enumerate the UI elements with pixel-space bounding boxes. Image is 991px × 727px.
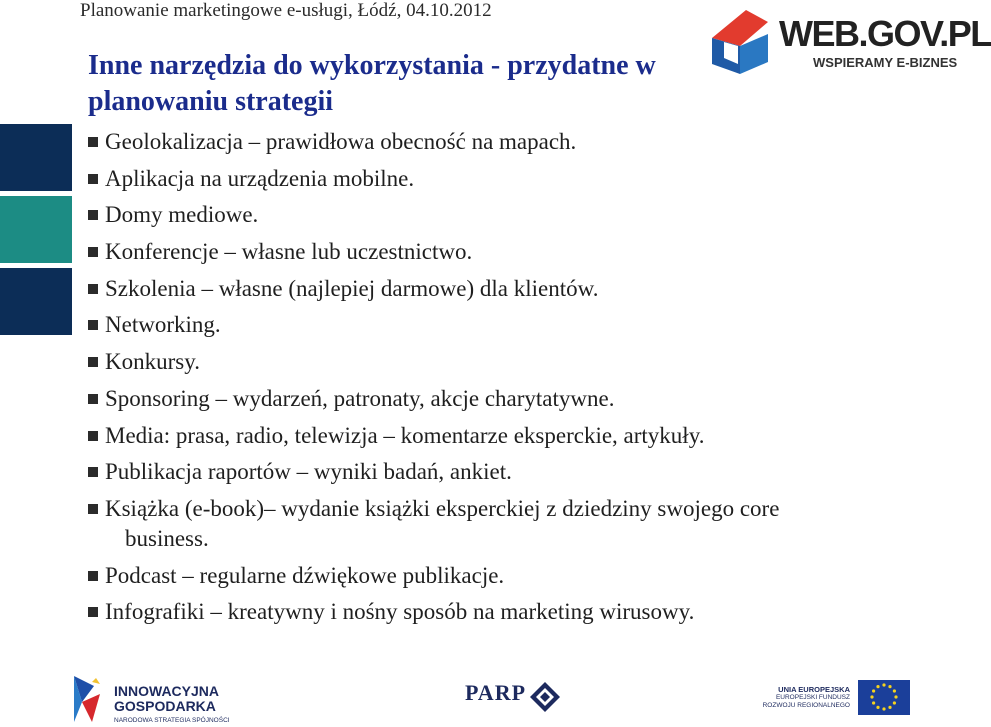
ig-star-icon xyxy=(70,672,110,726)
ig-subtitle: NARODOWA STRATEGIA SPÓJNOŚCI xyxy=(114,717,230,724)
square-bullet-icon xyxy=(88,431,98,441)
list-item: Networking. xyxy=(88,310,868,340)
parp-diamond-icon xyxy=(529,681,561,713)
square-bullet-icon xyxy=(88,137,98,147)
side-decoration xyxy=(0,124,72,340)
list-item: Domy mediowe. xyxy=(88,200,868,230)
eu-logo xyxy=(762,680,910,720)
square-bullet-icon xyxy=(88,284,98,294)
webgov-emblem-icon xyxy=(706,8,786,78)
webgov-subtitle: WSPIERAMY E-BIZNES xyxy=(813,55,958,70)
ig-text: INNOWACYJNA GOSPODARKA xyxy=(114,683,220,714)
parp-text: PARP xyxy=(465,680,527,705)
list-item: Geolokalizacja – prawidłowa obecność na mapach. xyxy=(88,127,868,157)
webgov-title: WEB.GOV.PL xyxy=(779,13,991,54)
square-bullet-icon xyxy=(88,210,98,220)
eu-text: UNIA EUROPEJSKA EUROPEJSKI FUNDUSZ ROZWOJU REGIONALNEGO xyxy=(762,685,850,709)
innowacyjna-gospodarka-logo xyxy=(70,672,240,726)
side-block-navy-2 xyxy=(0,268,72,335)
side-block-navy-1 xyxy=(0,124,72,191)
list-item: Szkolenia – własne (najlepiej darmowe) dla klientów. xyxy=(88,274,868,304)
square-bullet-icon xyxy=(88,504,98,514)
list-item: Media: prasa, radio, telewizja – komentarze eksperckie, artykuły. xyxy=(88,421,868,451)
square-bullet-icon xyxy=(88,394,98,404)
square-bullet-icon xyxy=(88,467,98,477)
list-item: Konkursy. xyxy=(88,347,868,377)
square-bullet-icon xyxy=(88,357,98,367)
footer-logos xyxy=(0,665,960,727)
list-item: Publikacja raportów – wyniki badań, ankiet. xyxy=(88,457,868,487)
square-bullet-icon xyxy=(88,320,98,330)
side-block-teal xyxy=(0,196,72,263)
list-item: Sponsoring – wydarzeń, patronaty, akcje charytatywne. xyxy=(88,384,868,414)
slide-title: Inne narzędzia do wykorzystania - przydatne w planowaniu strategii xyxy=(88,50,656,117)
list-item: Infografiki – kreatywny i nośny sposób na marketing wirusowy. xyxy=(88,597,868,627)
bullet-list xyxy=(88,127,868,634)
eu-flag-icon xyxy=(858,680,910,715)
list-item: Książka (e-book)– wydanie książki eksperckiej z dziedziny swojego core business. xyxy=(88,494,868,554)
slide-header: Planowanie marketingowe e-usługi, Łódź, 04.10.2012 xyxy=(80,0,492,21)
square-bullet-icon xyxy=(88,571,98,581)
square-bullet-icon xyxy=(88,247,98,257)
list-item: Aplikacja na urządzenia mobilne. xyxy=(88,164,868,194)
square-bullet-icon xyxy=(88,607,98,617)
webgov-logo xyxy=(706,8,991,78)
square-bullet-icon xyxy=(88,174,98,184)
parp-logo xyxy=(465,680,565,714)
list-item: Konferencje – własne lub uczestnictwo. xyxy=(88,237,868,267)
list-item-continuation: business. xyxy=(125,525,209,551)
list-item: Podcast – regularne dźwiękowe publikacje. xyxy=(88,561,868,591)
